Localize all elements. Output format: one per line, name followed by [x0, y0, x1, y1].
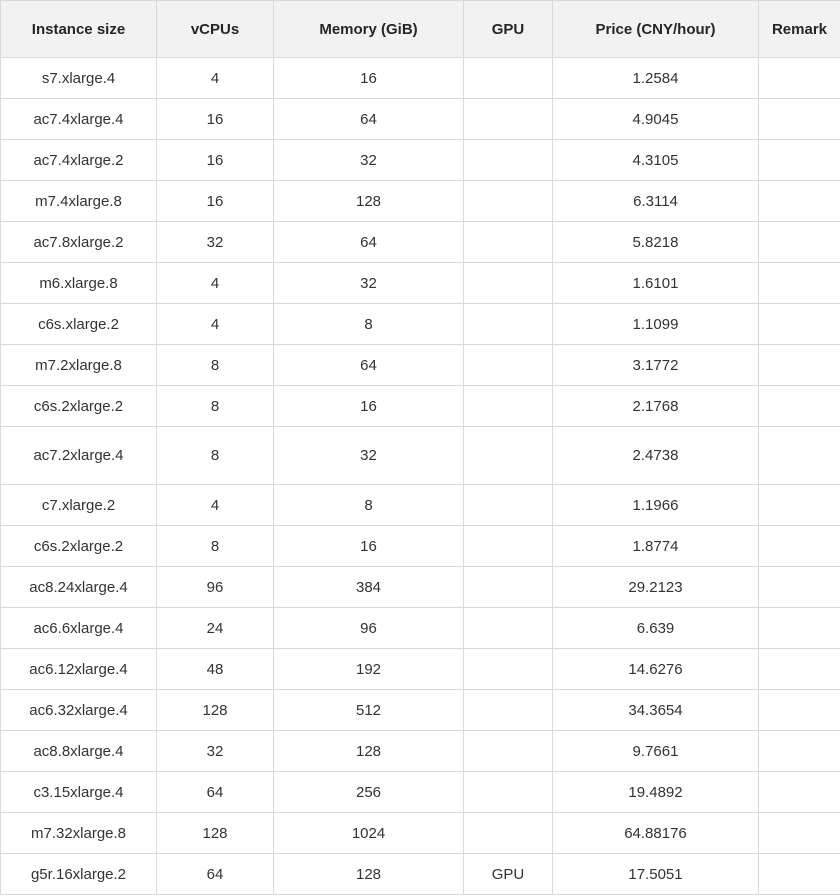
cell-remark [759, 140, 840, 181]
cell-memory: 32 [274, 140, 464, 181]
table-row [1, 427, 840, 485]
cell-price: 4.3105 [553, 140, 759, 181]
cell-memory: 1024 [274, 813, 464, 854]
cell-gpu: GPU [464, 854, 553, 895]
cell-price: 2.1768 [553, 386, 759, 427]
table-body [1, 58, 840, 895]
cell-remark [759, 772, 840, 813]
cell-memory: 32 [274, 427, 464, 485]
cell-memory: 96 [274, 608, 464, 649]
cell-memory: 384 [274, 567, 464, 608]
cell-instance-size: m7.32xlarge.8 [1, 813, 157, 854]
cell-vcpus: 8 [157, 386, 274, 427]
table-row [1, 345, 840, 386]
cell-remark [759, 58, 840, 99]
cell-vcpus: 32 [157, 222, 274, 263]
cell-memory: 16 [274, 386, 464, 427]
cell-price: 1.1966 [553, 485, 759, 526]
cell-memory: 128 [274, 181, 464, 222]
cell-instance-size: m7.2xlarge.8 [1, 345, 157, 386]
cell-memory: 8 [274, 485, 464, 526]
cell-remark [759, 526, 840, 567]
table-row [1, 181, 840, 222]
cell-instance-size: ac7.4xlarge.4 [1, 99, 157, 140]
cell-vcpus: 128 [157, 690, 274, 731]
table-row [1, 58, 840, 99]
table-header [1, 1, 840, 58]
cell-instance-size: m7.4xlarge.8 [1, 181, 157, 222]
table-row [1, 813, 840, 854]
cell-gpu [464, 813, 553, 854]
table-row [1, 304, 840, 345]
cell-memory: 128 [274, 854, 464, 895]
cell-instance-size: ac7.4xlarge.2 [1, 140, 157, 181]
table-row [1, 731, 840, 772]
table-row [1, 140, 840, 181]
cell-instance-size: ac8.24xlarge.4 [1, 567, 157, 608]
table-row [1, 608, 840, 649]
cell-gpu [464, 304, 553, 345]
cell-vcpus: 16 [157, 181, 274, 222]
cell-price: 1.2584 [553, 58, 759, 99]
cell-gpu [464, 181, 553, 222]
cell-gpu [464, 386, 553, 427]
cell-vcpus: 4 [157, 304, 274, 345]
cell-instance-size: ac7.2xlarge.4 [1, 427, 157, 485]
cell-vcpus: 96 [157, 567, 274, 608]
cell-instance-size: ac7.8xlarge.2 [1, 222, 157, 263]
cell-gpu [464, 99, 553, 140]
cell-gpu [464, 649, 553, 690]
cell-instance-size: c6s.xlarge.2 [1, 304, 157, 345]
cell-gpu [464, 526, 553, 567]
cell-instance-size: c6s.2xlarge.2 [1, 386, 157, 427]
cell-price: 34.3654 [553, 690, 759, 731]
cell-instance-size: m6.xlarge.8 [1, 263, 157, 304]
cell-memory: 32 [274, 263, 464, 304]
cell-remark [759, 304, 840, 345]
cell-remark [759, 567, 840, 608]
table-row [1, 526, 840, 567]
cell-vcpus: 128 [157, 813, 274, 854]
cell-instance-size: c3.15xlarge.4 [1, 772, 157, 813]
cell-price: 1.8774 [553, 526, 759, 567]
cell-price: 5.8218 [553, 222, 759, 263]
cell-memory: 8 [274, 304, 464, 345]
cell-gpu [464, 485, 553, 526]
table-row [1, 649, 840, 690]
cell-gpu [464, 222, 553, 263]
cell-instance-size: s7.xlarge.4 [1, 58, 157, 99]
cell-instance-size: g5r.16xlarge.2 [1, 854, 157, 895]
cell-memory: 512 [274, 690, 464, 731]
cell-price: 2.4738 [553, 427, 759, 485]
cell-remark [759, 263, 840, 304]
table-row [1, 485, 840, 526]
cell-remark [759, 608, 840, 649]
cell-remark [759, 813, 840, 854]
cell-gpu [464, 427, 553, 485]
cell-vcpus: 8 [157, 427, 274, 485]
cell-instance-size: c6s.2xlarge.2 [1, 526, 157, 567]
cell-gpu [464, 140, 553, 181]
cell-vcpus: 4 [157, 58, 274, 99]
cell-price: 29.2123 [553, 567, 759, 608]
cell-vcpus: 24 [157, 608, 274, 649]
cell-memory: 16 [274, 58, 464, 99]
header-instance-size: Instance size [1, 1, 157, 58]
header-vcpus: vCPUs [157, 1, 274, 58]
cell-gpu [464, 345, 553, 386]
table-row [1, 772, 840, 813]
table-row [1, 854, 840, 895]
cell-remark [759, 649, 840, 690]
cell-instance-size: ac6.12xlarge.4 [1, 649, 157, 690]
cell-vcpus: 8 [157, 345, 274, 386]
cell-price: 64.88176 [553, 813, 759, 854]
cell-memory: 64 [274, 222, 464, 263]
cell-memory: 64 [274, 345, 464, 386]
header-gpu: GPU [464, 1, 553, 58]
cell-instance-size: c7.xlarge.2 [1, 485, 157, 526]
table-row [1, 386, 840, 427]
cell-gpu [464, 608, 553, 649]
cell-memory: 64 [274, 99, 464, 140]
cell-remark [759, 345, 840, 386]
table-row [1, 99, 840, 140]
cell-remark [759, 690, 840, 731]
table-row [1, 222, 840, 263]
cell-price: 19.4892 [553, 772, 759, 813]
header-remark: Remark [759, 1, 840, 58]
cell-price: 9.7661 [553, 731, 759, 772]
cell-remark [759, 427, 840, 485]
table-row [1, 567, 840, 608]
cell-vcpus: 64 [157, 772, 274, 813]
header-row [1, 1, 840, 58]
cell-vcpus: 8 [157, 526, 274, 567]
cell-price: 3.1772 [553, 345, 759, 386]
cell-instance-size: ac6.32xlarge.4 [1, 690, 157, 731]
cell-instance-size: ac8.8xlarge.4 [1, 731, 157, 772]
table-row [1, 690, 840, 731]
cell-price: 6.3114 [553, 181, 759, 222]
cell-price: 1.6101 [553, 263, 759, 304]
cell-vcpus: 16 [157, 99, 274, 140]
cell-remark [759, 854, 840, 895]
header-memory: Memory (GiB) [274, 1, 464, 58]
cell-vcpus: 4 [157, 485, 274, 526]
cell-memory: 128 [274, 731, 464, 772]
table-row [1, 263, 840, 304]
cell-remark [759, 485, 840, 526]
cell-price: 6.639 [553, 608, 759, 649]
cell-gpu [464, 772, 553, 813]
cell-remark [759, 731, 840, 772]
cell-price: 1.1099 [553, 304, 759, 345]
cell-price: 17.5051 [553, 854, 759, 895]
cell-vcpus: 4 [157, 263, 274, 304]
cell-gpu [464, 263, 553, 304]
cell-instance-size: ac6.6xlarge.4 [1, 608, 157, 649]
cell-memory: 16 [274, 526, 464, 567]
cell-price: 4.9045 [553, 99, 759, 140]
cell-gpu [464, 690, 553, 731]
cell-remark [759, 99, 840, 140]
cell-remark [759, 181, 840, 222]
cell-remark [759, 222, 840, 263]
cell-remark [759, 386, 840, 427]
cell-memory: 256 [274, 772, 464, 813]
cell-vcpus: 16 [157, 140, 274, 181]
cell-gpu [464, 58, 553, 99]
cell-vcpus: 48 [157, 649, 274, 690]
cell-gpu [464, 567, 553, 608]
cell-vcpus: 32 [157, 731, 274, 772]
cell-price: 14.6276 [553, 649, 759, 690]
cell-memory: 192 [274, 649, 464, 690]
cell-vcpus: 64 [157, 854, 274, 895]
cell-gpu [464, 731, 553, 772]
header-price: Price (CNY/hour) [553, 1, 759, 58]
